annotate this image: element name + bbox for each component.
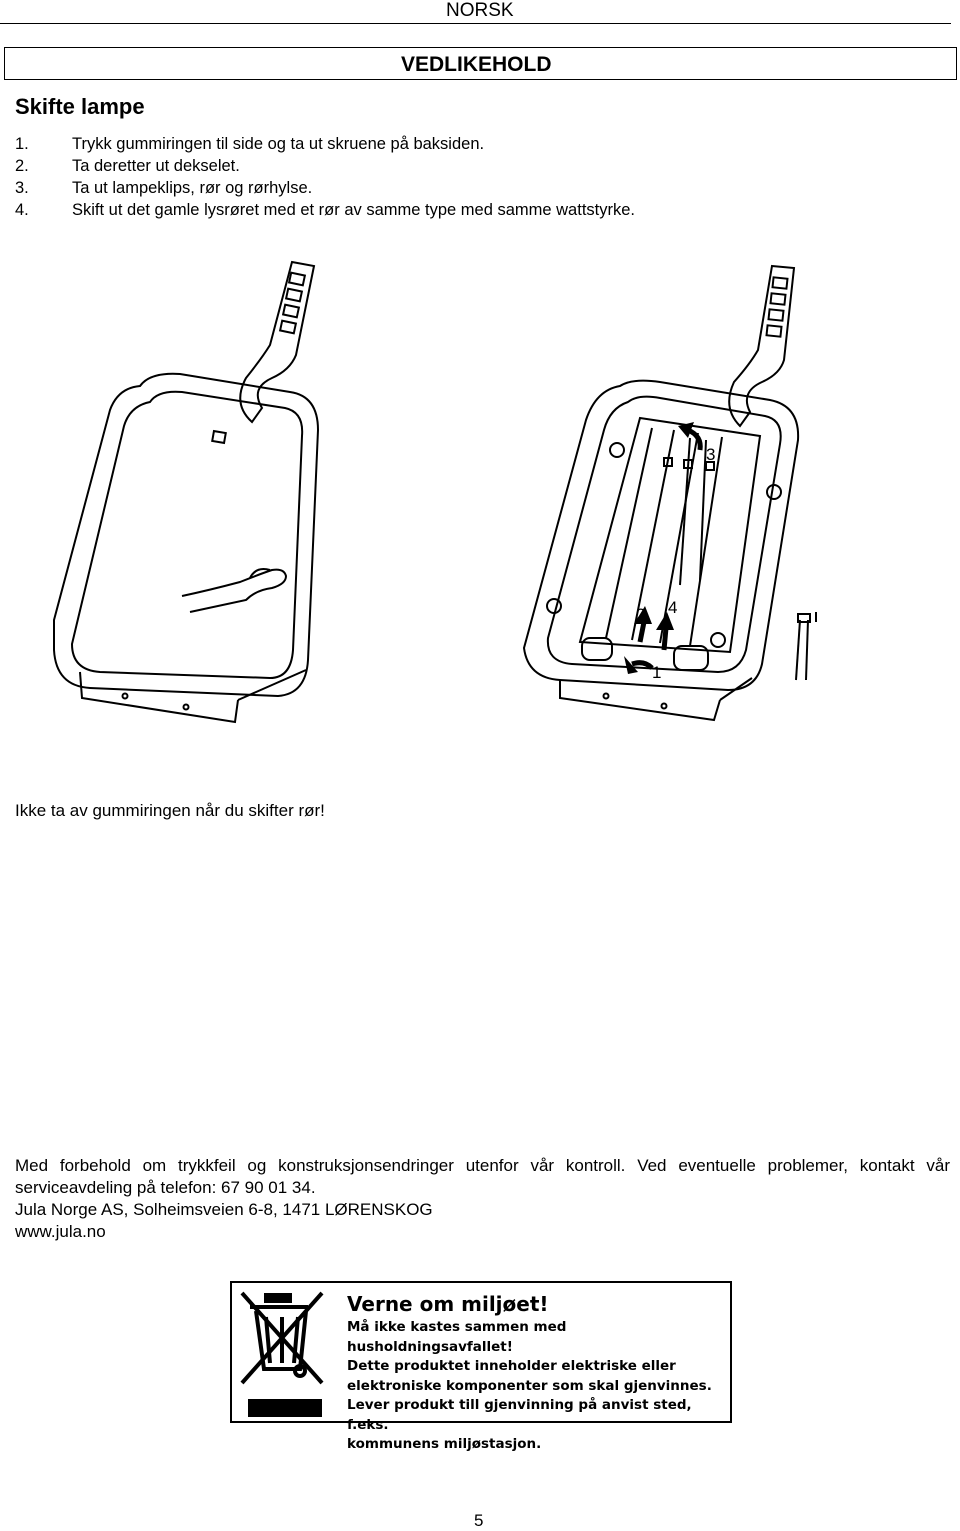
crossed-out-wheelie-bin-icon [238, 1287, 326, 1417]
environment-notice-text [347, 1290, 730, 1455]
device-open-drawing [524, 266, 816, 720]
header-rule [0, 23, 951, 24]
instruction-list [15, 133, 635, 221]
step-number: 3. [15, 179, 29, 197]
disclaimer-text: Med forbehold om trykkfeil og konstruksjonsendringer utenfor vår kontroll. Ved eventuelle problemer, kontakt vår serviceavdeling på telefon: 67 90 01 34. [15, 1156, 950, 1197]
company-website: www.jula.no [15, 1222, 106, 1241]
callout-label-3: 3 [706, 445, 716, 464]
page-number: 5 [474, 1511, 484, 1530]
list-item [15, 133, 635, 155]
environment-line: elektroniske komponenter som skal gjenvinnes. [347, 1377, 712, 1394]
environment-heading: Verne om miljøet! [347, 1292, 549, 1316]
callout-label-1: 1 [652, 663, 662, 682]
list-item [15, 155, 635, 177]
step-number: 2. [15, 157, 29, 175]
subsection-title: Skifte lampe [15, 94, 145, 119]
list-item [15, 177, 635, 199]
environment-line: Lever produkt till gjenvinning på anvist sted, f.eks. [347, 1397, 692, 1433]
step-text: Trykk gummiringen til side og ta ut skruene på baksiden. [72, 135, 485, 153]
device-closed-drawing [54, 262, 318, 722]
step-text: Ta ut lampeklips, rør og rørhylse. [72, 179, 313, 197]
list-item [15, 199, 635, 221]
environment-line: kommunens miljøstasjon. [347, 1436, 542, 1452]
lamp-replacement-illustration [0, 240, 960, 760]
step-number: 4. [15, 201, 29, 219]
environment-line: Må ikke kastes sammen med husholdningsavfallet! [347, 1319, 567, 1355]
language-label: NORSK [446, 0, 514, 21]
section-header-box [4, 47, 957, 80]
company-address: Jula Norge AS, Solheimsveien 6-8, 1471 LØRENSKOG [15, 1200, 433, 1219]
step-text: Skift ut det gamle lysrøret med et rør av samme type med samme wattstyrke. [72, 201, 635, 219]
environment-notice-box [230, 1281, 732, 1452]
warning-note: Ikke ta av gummiringen når du skifter rør! [15, 801, 325, 820]
environment-line: Dette produktet inneholder elektriske eller [347, 1358, 676, 1374]
callout-label-2: 2 [636, 605, 646, 624]
step-text: Ta deretter ut dekselet. [72, 157, 240, 175]
callout-label-4: 4 [668, 598, 678, 617]
section-title: VEDLIKEHOLD [401, 53, 552, 76]
disclaimer-block [15, 1155, 950, 1243]
step-number: 1. [15, 135, 29, 153]
